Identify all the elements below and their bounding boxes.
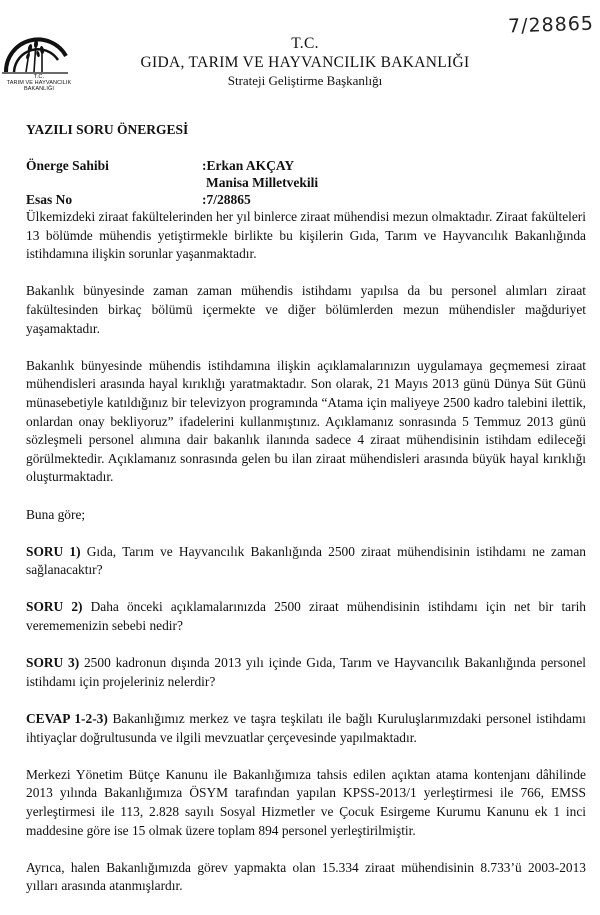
question-1-text: Gıda, Tarım ve Hayvancılık Bakanlığında 2500 ziraat mühendisinin istihdamı ne zaman sağlanacaktır? [26,543,586,578]
ministry-logo [0,26,70,106]
document-title: YAZILI SORU ÖNERGESİ [26,122,189,137]
number-row [26,191,586,208]
logo-caption [6,74,72,92]
letterhead [90,34,520,90]
letterhead-department: Strateji Geliştirme Başkanlığı [227,73,383,88]
logo-caption-line2: TARIM VE HAYVANCILIK [6,80,72,86]
document-body [26,208,586,915]
owner-label: Önerge Sahibi [26,158,109,173]
owner-title: Manisa Milletvekili [206,175,319,190]
number-label: Esas No [26,192,73,207]
letterhead-tc: T.C. [291,35,319,52]
question-3 [26,654,586,691]
answer-text: Bakanlığımız merkez ve taşra teşkilatı ile bağlı Kuruluşlarımızdaki personel istihdamı ihtiyaçlar doğrultusunda ve ilgili mevzuatlar çerçevesinde yapılmaktadır. [26,711,587,745]
paragraph-3: Bakanlık bünyesinde mühendis istihdamına ilişkin açıklamalarınızın uygulamaya geçmemesi ziraat mühendisleri arasında hayal kırıklığı yaratmaktadır. Son olarak, 21 Mayıs 2013 günü Dünya Süt Günü münasebetiyle katıldığınız bir televizyon programında “Atama için maliyeye 2500 kadro talebini ilettik, onlardan onay bekliyoruz” ifadelerini kullanmıştınız. Açıklamanız sonrasında 5 Temmuz 2013 günü sözleşmeli personel alımına dair bakanlık ilanında sadece 4 ziraat mühendisinin istihdam edileceği görülmektedir. Açıklamanız sonrasında gelen bu ilan ziraat mühendisleri arasında büyük hayal kırıklığı oluşturmaktadır. [26,357,586,485]
question-1 [26,543,586,580]
paragraph-1: Ülkemizdeki ziraat fakültelerinden her yıl binlerce ziraat mühendisi mezun olmaktadır. Ziraat fakülteleri 13 bölümde mühendis yetiştirmekle birlikte bu kişilerin Gıda, Tarım ve Hayvancılık Bakanlığında istihdamına ilişkin sorunlar yaşanmaktadır. [26,209,586,262]
paragraph-4: Buna göre; [26,506,86,522]
question-2-label: SORU 2) [26,599,83,615]
question-2 [26,598,586,635]
paragraph-6: Ayrıca, halen Bakanlığımızda görev yapmakta olan 15.334 ziraat mühendisinin 8.733’ü 2003-2013 yılları arasında atanmışlardır. [26,859,586,894]
letterhead-ministry: GIDA, TARIM VE HAYVANCILIK BAKANLIĞI [140,54,470,71]
logo-caption-line1: T.C. [33,74,45,80]
motion-metadata [26,157,586,208]
question-3-label: SORU 3) [26,655,80,671]
logo-caption-line3: BAKANLIĞI [24,86,54,92]
owner-row [26,157,586,174]
handwritten-reference-note: 7/28865 [507,12,595,38]
paragraph-5: Merkezi Yönetim Bütçe Kanunu ile Bakanlığımıza tahsis edilen açıktan atama kontenjanı dâhilinde 2013 yılında Bakanlığımıza ÖSYM tarafından yapılan KPSS-2013/1 yerleştirmesi ile 766, EMSS yerleştirmesi ile 113, 2.828 sayılı Sosyal Hizmetler ve Çocuk Esirgeme Kurumu Kanunu ek 1 inci maddesine göre ise 15 olmak üzere toplam 894 personel yerleştirilmiştir. [26,766,586,838]
owner-title-row [26,174,586,191]
question-1-label: SORU 1) [26,543,81,559]
question-3-text: 2500 kadronun dışında 2013 yılı içinde Gıda, Tarım ve Hayvancılık Bakanlığında personel istihdamı için projeleriniz nelerdir? [26,655,586,689]
wheat-sun-emblem-icon [0,26,70,76]
question-2-text: Daha önceki açıklamalarınızda 2500 ziraat mühendisinin istihdamı için net bir tarih verememenizin sebebi nedir? [26,599,586,634]
number-value: :7/28865 [202,192,251,207]
answer-label: CEVAP 1-2-3) [26,711,108,727]
answer [26,710,586,747]
owner-value: :Erkan AKÇAY [202,158,295,173]
paragraph-2: Bakanlık bünyesinde zaman zaman mühendis istihdamı yapılsa da bu personel alımları ziraat fakültesinden birkaç bölümü içermekte ve diğer bölümlerden mezun mühendisler mağduriyet yaşamaktadır. [26,283,586,336]
